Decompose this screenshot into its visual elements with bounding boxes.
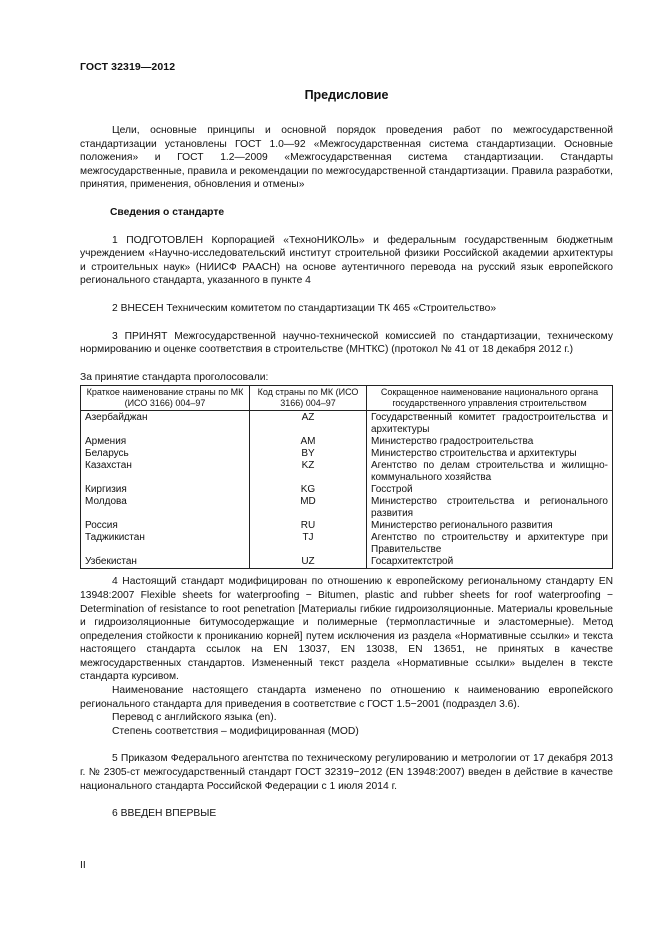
country-code: KG [250,484,367,496]
country-name: Киргизия [81,484,250,496]
country-code: TJ [250,532,367,556]
table-row [81,460,613,484]
organization-name: Министерство регионального развития [367,520,613,532]
foreword-title: Предисловие [304,88,389,102]
foreword-intro: Цели, основные принципы и основной порядок проведения работ по межгосударственной стандартизации установлены ГОСТ 1.0—92 «Межгосударственная система стандартизации. Основные положения» и ГОСТ 1.2—2009 «Межгосударственная система стандартизации. Стандарты межгосударственные, правила и рекомендации по межгосударственной стандартизации. Правила разработки, принятия, применения, обновления и отмены» [80,125,613,191]
country-code: RU [250,520,367,532]
foreword-content [80,124,613,821]
country-name: Казахстан [81,460,250,484]
page-number: II [80,860,86,871]
header-country: Краткое наименование страны по МК (ИСО 3166) 004–97 [81,386,250,411]
organization-name: Госархитектстрой [367,556,613,569]
country-name: Таджикистан [81,532,250,556]
document-id-header: ГОСТ 32319—2012 [80,61,176,73]
country-name: Беларусь [81,448,250,460]
item-4: 4 Настоящий стандарт модифицирован по отношению к европейскому региональному стандарту EN 13948:2007 Flexible sheets for waterproofing − Bitumen, plastic and rubber sheets for roof waterproofing − Determination of resistance to root penetration [Материалы гибкие гидроизоляционные. Материалы кровельные и гидроизоляционные битумосодержащие и полимерные (термопластичные и эластомерные). Метод определения стойкости к прониканию корней] путем исключения из раздела «Нормативные ссылки» и текста настоящего стандарта ссылок на EN 13037, EN 13038, EN 13651, не принятых в качестве межгосударственных стандартов. Измененный текст раздела «Нормативные ссылки» выделен в тексте стандарта курсивом. [80,576,613,683]
organization-name: Министерство строительства и архитектуры [367,448,613,460]
table-row [81,436,613,448]
country-code: BY [250,448,367,460]
country-code: UZ [250,556,367,569]
item-2: 2 ВНЕСЕН Техническим комитетом по стандартизации ТК 465 «Строительство» [112,302,497,314]
vote-caption: За принятие стандарта проголосовали: [80,371,269,383]
item-4-name-note: Наименование настоящего стандарта изменено по отношению к наименованию европейского регионального стандарта для приведения в соответствие с ГОСТ 1.5−2001 (подраздел 3.6). [80,685,613,710]
item-5: 5 Приказом Федерального агентства по техническому регулированию и метрологии от 17 декабря 2013 г. № 2305-ст межгосударственный стандарт ГОСТ 32319−2012 (EN 13948:2007) введен в действие в качестве национального стандарта Российской Федерации с 1 июля 2014 г. [80,753,613,792]
table-row [81,532,613,556]
country-code: MD [250,496,367,520]
section-title: Сведения о стандарте [110,206,225,218]
country-name: Азербайджан [81,411,250,437]
country-code: AZ [250,411,367,437]
item-1: 1 ПОДГОТОВЛЕН Корпорацией «ТехноНИКОЛЬ» и федеральным государственным бюджетным учреждением «Научно-исследовательский институт строительной физики Российской академии архитектуры и строительных наук» (НИИСФ РААСН) на основе аутентичного перевода на русский язык европейского регионального стандарта, указанного в пункте 4 [80,234,613,287]
organization-name: Министерство градостроительства [367,436,613,448]
organization-name: Государственный комитет градостроительства и архитектуры [367,411,613,437]
country-name: Узбекистан [81,556,250,569]
table-row [81,496,613,520]
organization-name: Агентство по делам строительства и жилищно-коммунального хозяйства [367,460,613,484]
table-row [81,520,613,532]
table-row [81,411,613,437]
country-code: AM [250,436,367,448]
header-organization: Сокращенное наименование национального органа государственного управления строительством [367,386,613,411]
organization-name: Госстрой [367,484,613,496]
voting-table-header [81,386,613,411]
country-name: Молдова [81,496,250,520]
table-row [81,556,613,569]
organization-name: Агентство по строительству и архитектуре при Правительстве [367,532,613,556]
item-4-translation: Перевод с английского языка (en). [112,712,277,724]
country-name: Армения [81,436,250,448]
organization-name: Министерство строительства и регионального развития [367,496,613,520]
item-4-degree: Степень соответствия – модифицированная (MOD) [112,725,359,737]
country-code: KZ [250,460,367,484]
header-code: Код страны по МК (ИСО 3166) 004–97 [250,386,367,411]
table-row [81,484,613,496]
country-name: Россия [81,520,250,532]
item-3: 3 ПРИНЯТ Межгосударственной научно-технической комиссией по стандартизации, техническому нормированию и оценке соответствия в строительстве (МНТКС) (протокол № 41 от 18 декабря 2012 г.) [80,330,613,356]
voting-table [80,385,613,569]
table-row [81,448,613,460]
item-6: 6 ВВЕДЕН ВПЕРВЫЕ [112,808,217,820]
